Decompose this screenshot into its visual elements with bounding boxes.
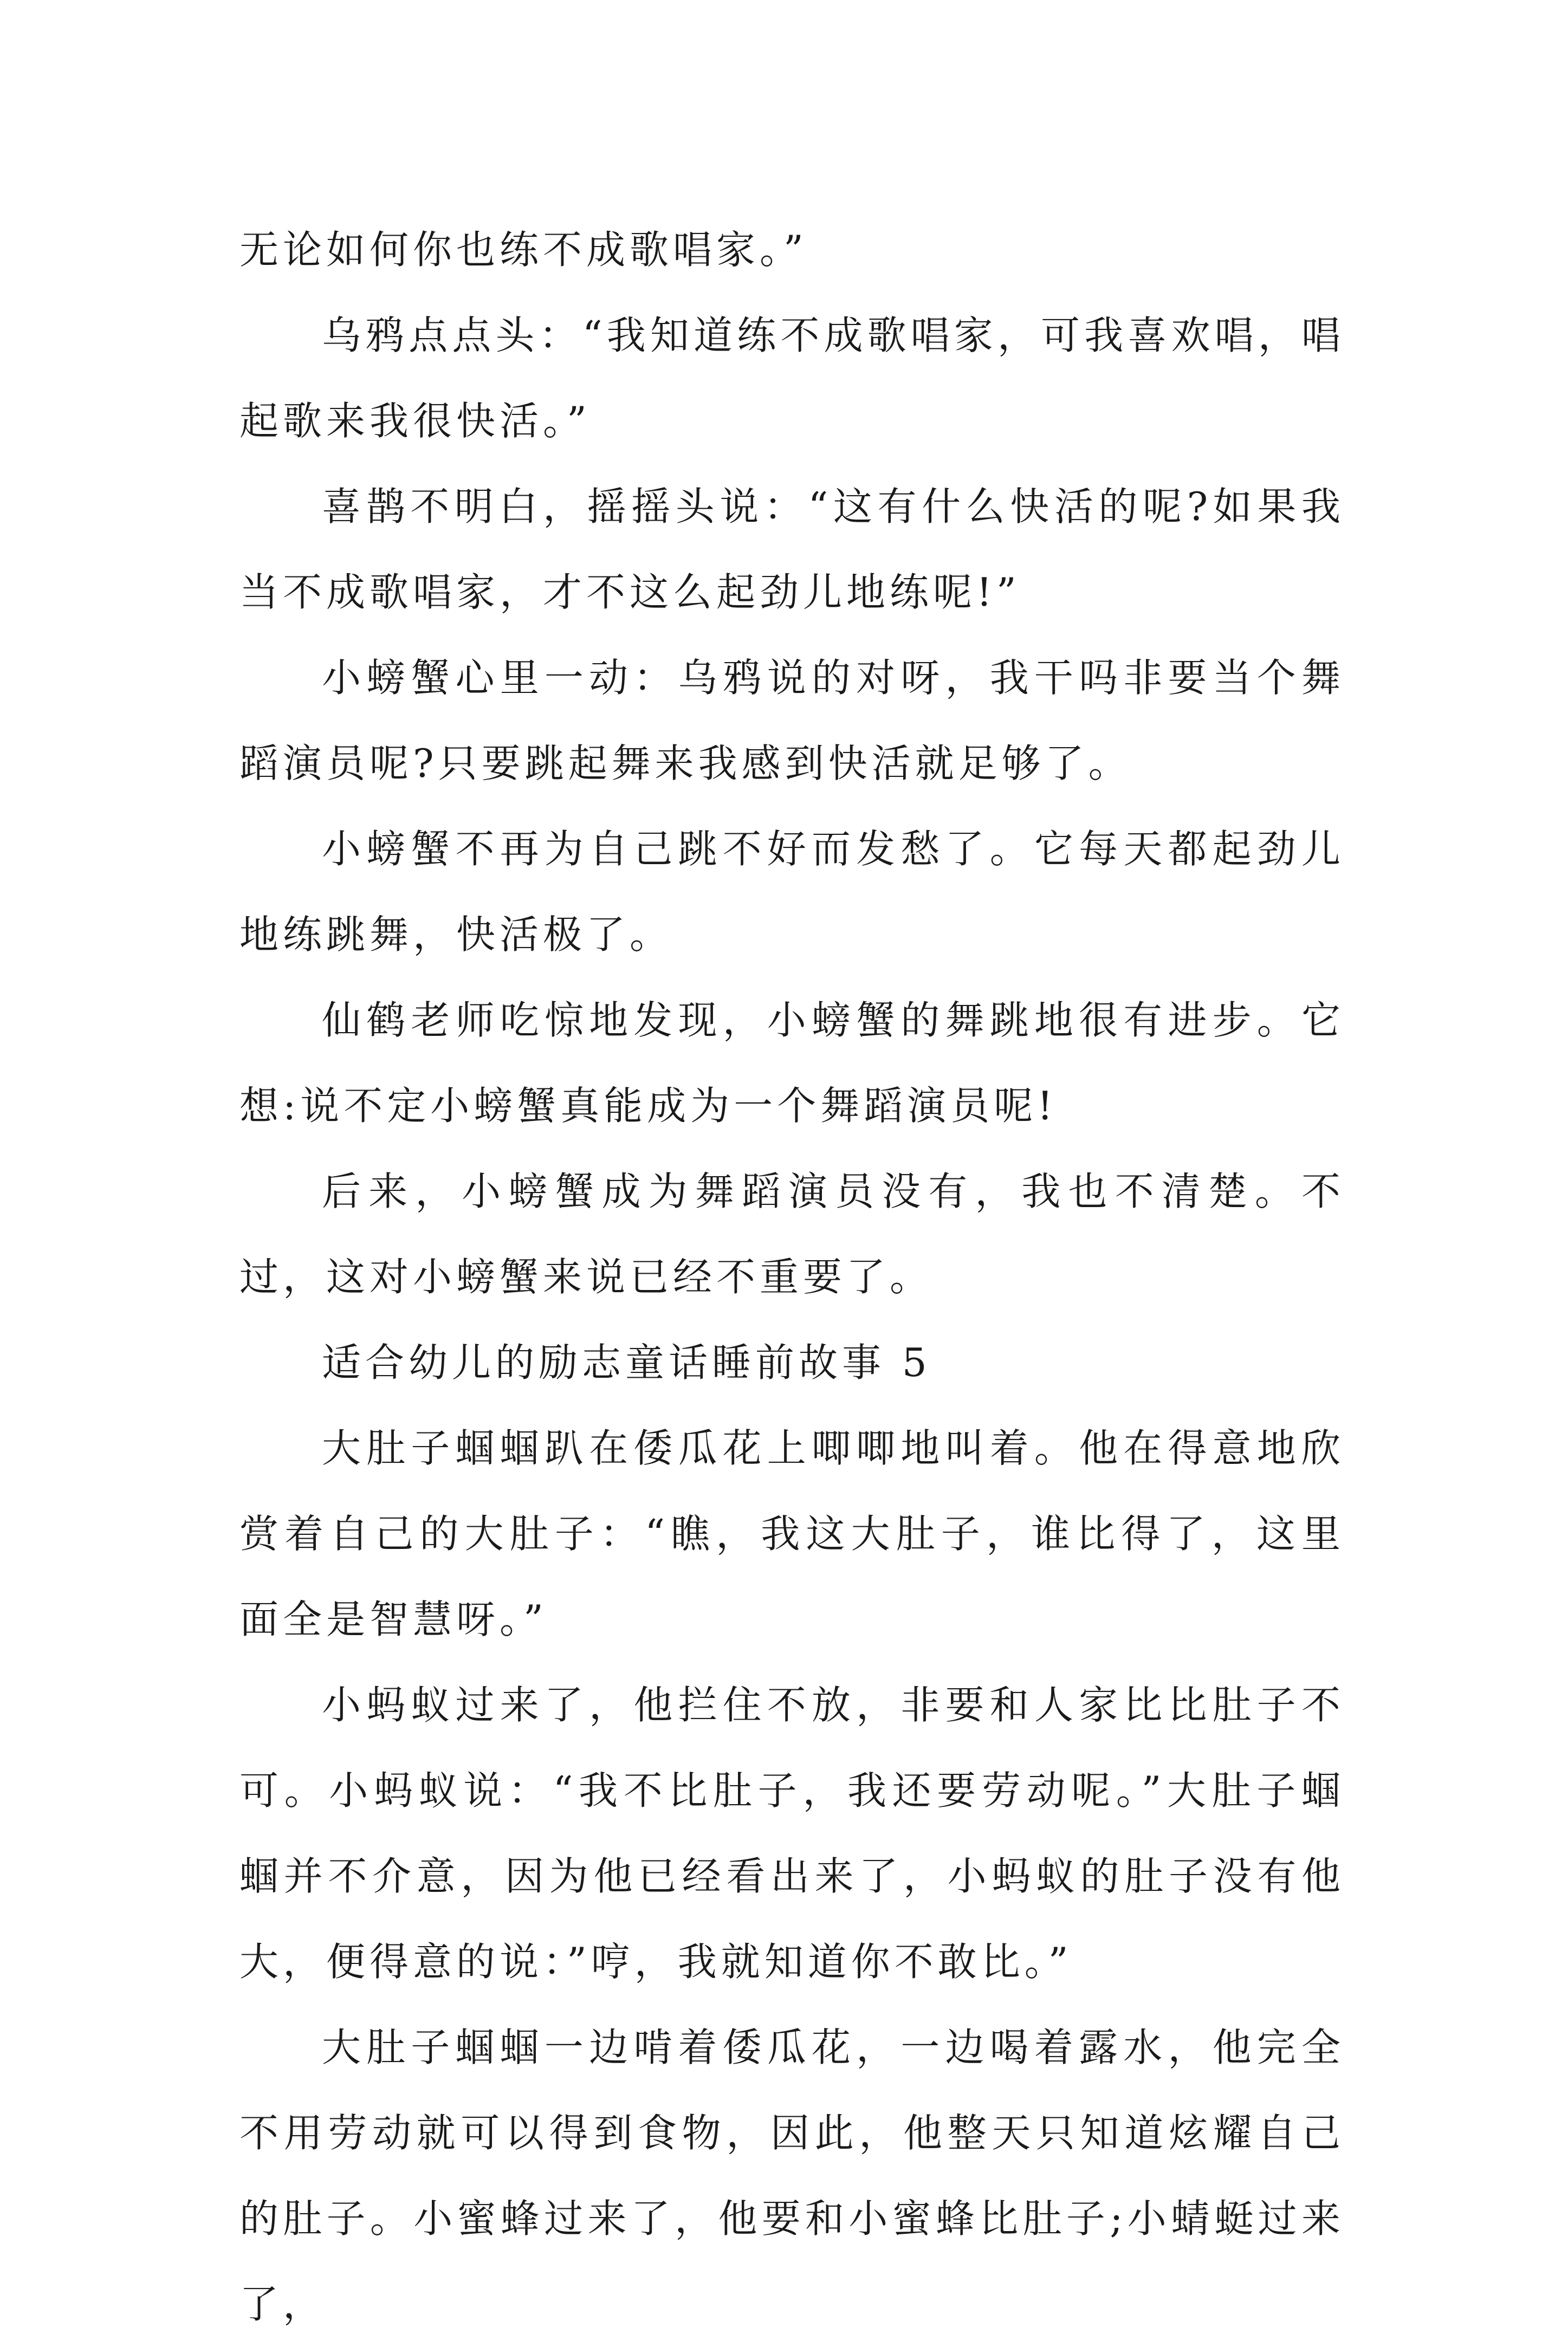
paragraph: 小螃蟹不再为自己跳不好而发愁了。它每天都起劲儿地练跳舞，快活极了。 bbox=[239, 826, 1345, 957]
paragraph: 喜鹊不明白，摇摇头说：“这有什么快活的呢?如果我当不成歌唱家，才不这么起劲儿地练呢!” bbox=[239, 484, 1345, 615]
paragraph: 小蚂蚁过来了，他拦住不放，非要和人家比比肚子不可。小蚂蚁说：“我不比肚子，我还要劳动呢。”大肚子蝈蝈并不介意，因为他已经看出来了，小蚂蚁的肚子没有他大，便得意的说：”哼，我就知道你不敢比。” bbox=[239, 1682, 1345, 1985]
story-text-block bbox=[239, 207, 1345, 2347]
paragraph: 大肚子蝈蝈趴在倭瓜花上唧唧地叫着。他在得意地欣赏着自己的大肚子：“瞧，我这大肚子，谁比得了，这里面全是智慧呀。” bbox=[239, 1425, 1345, 1642]
section-heading: 适合幼儿的励志童话睡前故事 5 bbox=[322, 1340, 931, 1385]
paragraph: 小螃蟹心里一动：乌鸦说的对呀，我干吗非要当个舞蹈演员呢?只要跳起舞来我感到快活就足够了。 bbox=[239, 655, 1345, 786]
paragraph: 仙鹤老师吃惊地发现，小螃蟹的舞跳地很有进步。它想:说不定小螃蟹真能成为一个舞蹈演员呢! bbox=[239, 997, 1345, 1129]
paragraph: 大肚子蝈蝈一边啃着倭瓜花，一边喝着露水，他完全不用劳动就可以得到食物，因此，他整天只知道炫耀自己的肚子。小蜜蜂过来了，他要和小蜜蜂比肚子;小蜻蜓过来了， bbox=[239, 2025, 1345, 2327]
paragraph: 乌鸦点点头：“我知道练不成歌唱家，可我喜欢唱，唱起歌来我很快活。” bbox=[239, 313, 1345, 444]
paragraph: 无论如何你也练不成歌唱家。” bbox=[239, 227, 808, 273]
paragraph: 后来，小螃蟹成为舞蹈演员没有，我也不清楚。不过，这对小螃蟹来说已经不重要了。 bbox=[239, 1169, 1345, 1300]
